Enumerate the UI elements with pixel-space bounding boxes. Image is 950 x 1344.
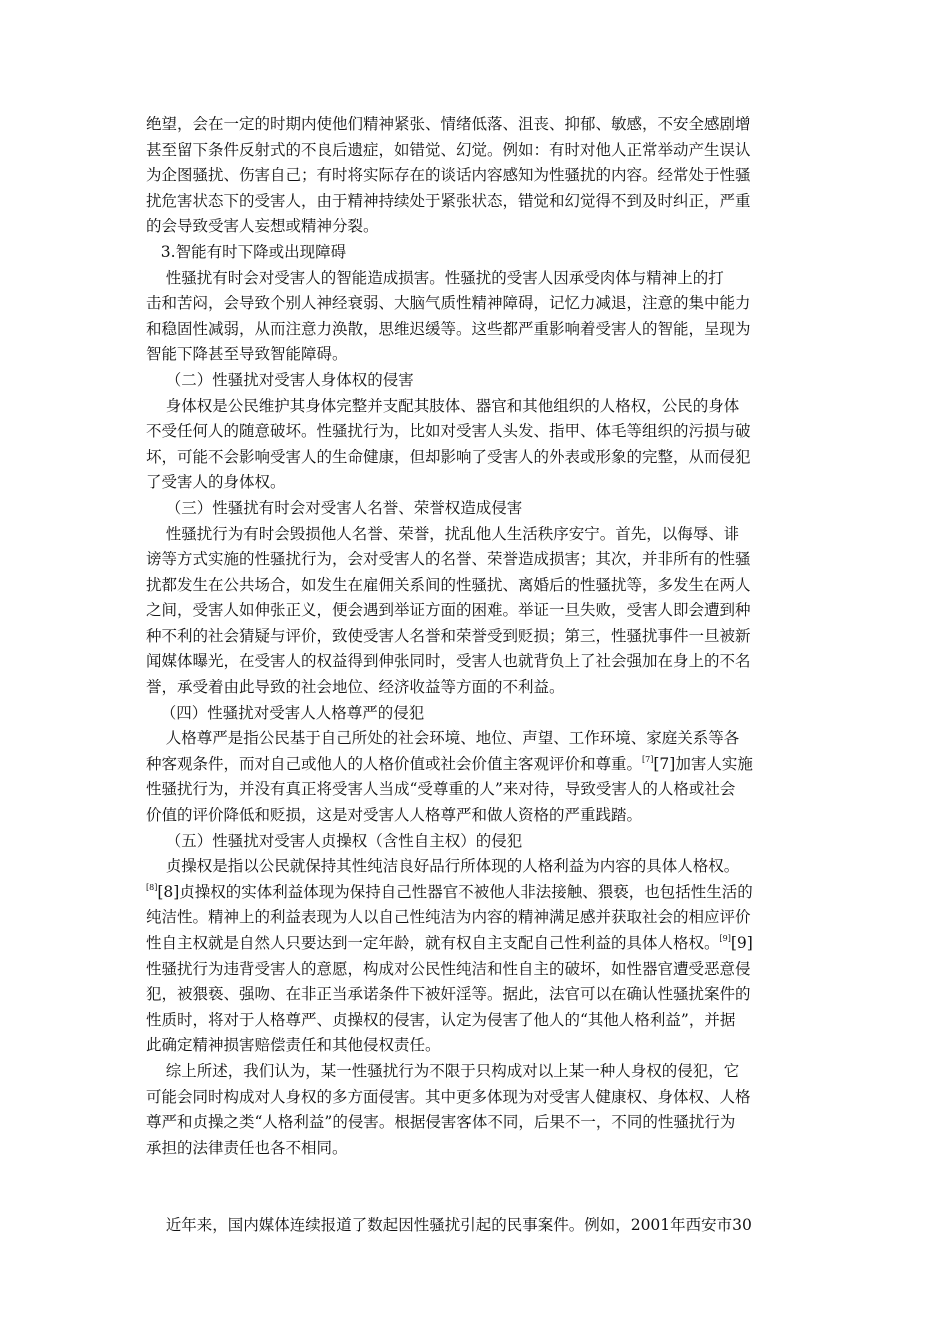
text-line: 甚至留下条件反射式的不良后遗症，如错觉、幻觉。例如：有时对他人正常举动产生误认 xyxy=(146,140,751,159)
text-segment: 种客观条件，而对自己或他人的人格价值或社会价值主客观评价和尊重。 xyxy=(146,754,643,773)
text-line xyxy=(146,1161,806,1187)
text-line: 为企图骚扰、伤害自己；有时将实际存在的谈话内容感知为性骚扰的内容。经常处于性骚 xyxy=(146,166,751,185)
text-line: 不受任何人的随意破坏。性骚扰行为，比如对受害人头发、指甲、体毛等组织的污损与破 xyxy=(146,422,751,441)
section-heading: 3.智能有时下降或出现障碍 xyxy=(146,242,347,261)
section-heading: （三）性骚扰有时会对受害人名誉、荣誉权造成侵害 xyxy=(146,498,523,517)
text-line: 坏，可能不会影响受害人的生命健康，但却影响了受害人的外表或形象的完整，从而侵犯 xyxy=(146,447,751,466)
text-line: 扰都发生在公共场合，如发生在雇佣关系间的性骚扰、离婚后的性骚扰等，多发生在两人 xyxy=(146,575,751,594)
text-line: 身体权是公民维护其身体完整并支配其肢体、器官和其他组织的人格权，公民的身体 xyxy=(146,396,740,415)
text-line: 谤等方式实施的性骚扰行为，会对受害人的名誉、荣誉造成损害；其次，并非所有的性骚 xyxy=(146,550,751,569)
footnote-ref-7[interactable]: [7] xyxy=(642,754,654,764)
text-line: 纯洁性。精神上的利益表现为人以自己性纯洁为内容的精神满足感并获取社会的相应评价 xyxy=(146,908,751,927)
text-line: 尊严和贞操之类“人格利益”的侵害。根据侵害客体不同，后果不一，不同的性骚扰行为 xyxy=(146,1113,736,1132)
text-line: 种不利的社会猜疑与评价，致使受害人名誉和荣誉受到贬损；第三，性骚扰事件一旦被新 xyxy=(146,626,751,645)
text-line: 贞操权是指以公民就保持其性纯洁良好品行所体现的人格利益为内容的具体人格权。 xyxy=(146,857,740,876)
text-line: 誉，承受着由此导致的社会地位、经济收益等方面的不利益。 xyxy=(146,678,565,697)
section-heading: （二）性骚扰对受害人身体权的侵害 xyxy=(146,370,414,389)
text-line: 性质时，将对于人格尊严、贞操权的侵害，认定为侵害了他人的“其他人格利益”，并据 xyxy=(146,1010,736,1029)
section-heading: （五）性骚扰对受害人贞操权（含性自主权）的侵犯 xyxy=(146,831,523,850)
text-line: 击和苦闷，会导致个别人神经衰弱、大脑气质性精神障碍，记忆力减退，注意的集中能力 xyxy=(146,294,751,313)
text-line: 和稳固性减弱，从而注意力涣散，思维迟缓等。这些都严重影响着受害人的智能，呈现为 xyxy=(146,319,751,338)
text-line: 犯，被猥亵、强吻、在非正当承诺条件下被奸淫等。据此，法官可以在确认性骚扰案件的 xyxy=(146,985,751,1004)
footnote-inline-7: [7]加害人实施 xyxy=(653,754,753,773)
text-line: 了受害人的身体权。 xyxy=(146,473,286,492)
footnote-ref-8[interactable]: [8] xyxy=(146,882,158,892)
text-line: 可能会同时构成对人身权的多方面侵害。其中更多体现为对受害人健康权、身体权、人格 xyxy=(146,1087,751,1106)
section-heading: 近年来，国内媒体连续报道了数起因性骚扰引起的民事案件。例如，2001年西安市30 xyxy=(146,1215,752,1234)
text-line: 绝望，会在一定的时期内使他们精神紧张、情绪低落、沮丧、抑郁、敏感，不安全感剧增 xyxy=(146,115,751,133)
footnote-inline-9: [9] xyxy=(730,934,753,952)
text-segment: 性自主权就是自然人只要达到一定年龄，就有权自主支配自己性利益的具体人格权。 xyxy=(146,934,720,952)
text-line: 扰危害状态下的受害人，由于精神持续处于紧张状态，错觉和幻觉得不到及时纠正，严重 xyxy=(146,191,751,210)
text-line xyxy=(146,931,806,957)
text-line: 性骚扰有时会对受害人的智能造成损害。性骚扰的受害人因承受肉体与精神上的打 xyxy=(146,268,724,287)
document-page xyxy=(146,112,806,1264)
text-line: 人格尊严是指公民基于自己所处的社会环境、地位、声望、工作环境、家庭关系等各 xyxy=(146,729,740,748)
footnote-inline-8: [8]贞操权的实体利益体现为保持自己性器官不被他人非法接触、猥亵，也包括性生活的 xyxy=(157,882,753,901)
text-line: 闻媒体曝光，在受害人的权益得到伸张同时，受害人也就背负上了社会强加在身上的不名 xyxy=(146,652,751,671)
text-line xyxy=(146,752,806,778)
text-line: 承担的法律责任也各不相同。 xyxy=(146,1138,348,1157)
text-line: 智能下降甚至导致智能障碍。 xyxy=(146,345,348,364)
footnote-ref-9[interactable]: [9] xyxy=(719,934,731,943)
text-line: 性骚扰行为，并没有真正将受害人当成“受尊重的人”来对待，导致受害人的人格或社会 xyxy=(146,780,736,799)
text-line: 性骚扰行为违背受害人的意愿，构成对公民性纯洁和性自主的破坏，如性器官遭受恶意侵 xyxy=(146,959,751,978)
text-line: 此确定精神损害赔偿责任和其他侵权责任。 xyxy=(146,1036,441,1055)
text-line: 性骚扰行为有时会毁损他人名誉、荣誉，扰乱他人生活秩序安宁。首先，以侮辱、诽 xyxy=(146,524,740,543)
text-line: 之间，受害人如伸张正义，便会遇到举证方面的困难。举证一旦失败，受害人即会遭到种 xyxy=(146,601,751,620)
text-line: 综上所述，我们认为，某一性骚扰行为不限于只构成对以上某一种人身权的侵犯，它 xyxy=(146,1061,740,1080)
text-line xyxy=(146,880,806,906)
section-heading: （四）性骚扰对受害人人格尊严的侵犯 xyxy=(146,703,425,722)
blank-line xyxy=(146,1187,806,1213)
text-line: 的会导致受害人妄想或精神分裂。 xyxy=(146,217,379,236)
text-line: 价值的评价降低和贬损，这是对受害人人格尊严和做人资格的严重践踏。 xyxy=(146,806,643,825)
text-line xyxy=(146,1239,806,1265)
